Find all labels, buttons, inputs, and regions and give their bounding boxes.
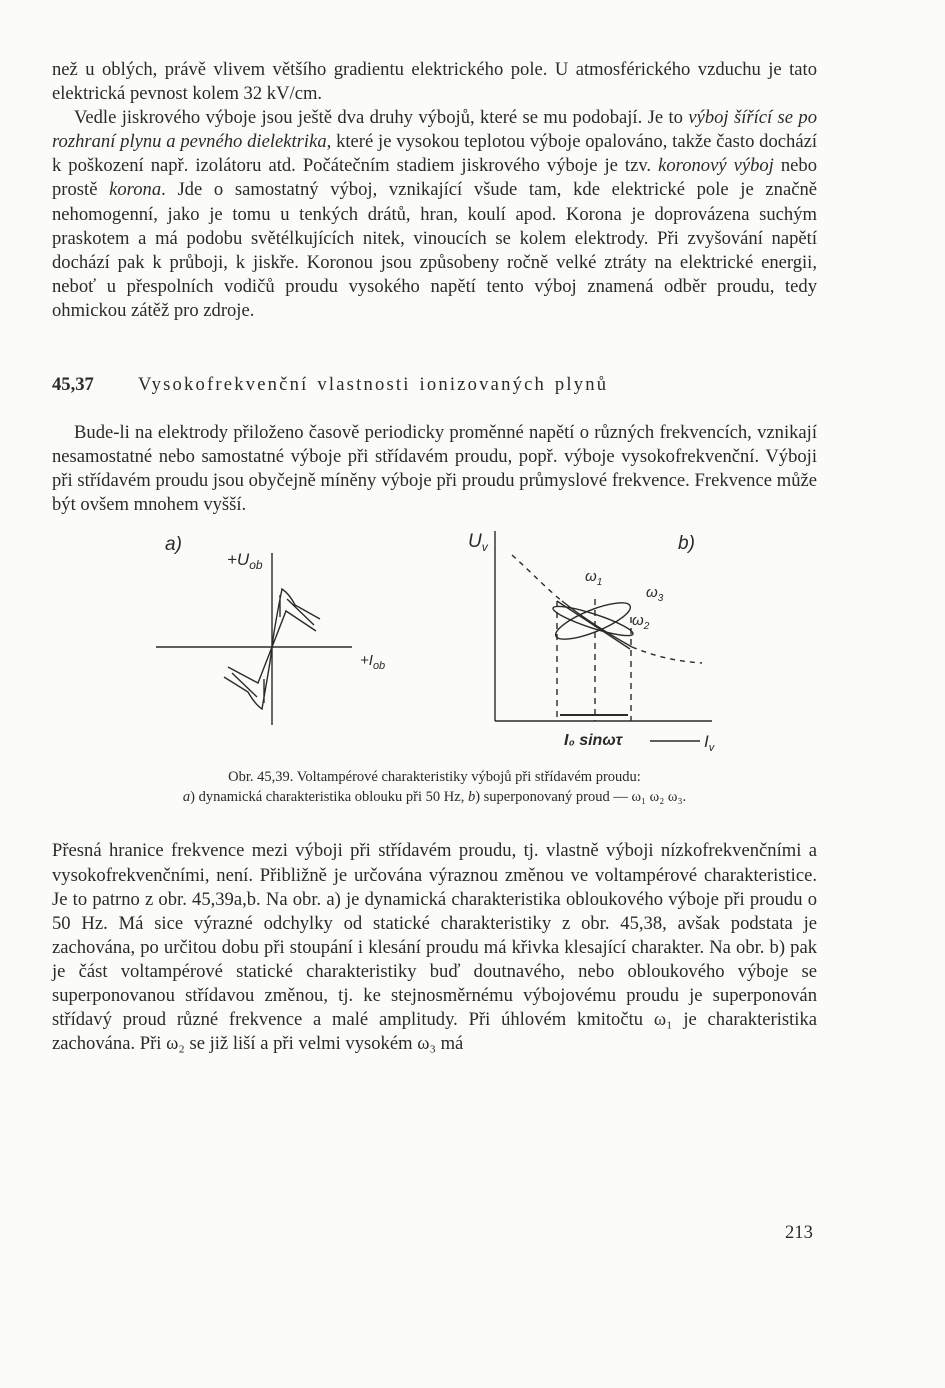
- section-title: Vysokofrekvenční vlastnosti ionizovaných plynů: [138, 374, 609, 396]
- figure-b-x-label: $I_v$: [704, 732, 715, 755]
- figure-a-label: a): [165, 534, 182, 556]
- text-run: , které je vysokou teplotou výboje opalováno, takže často dochází k poškození např. izolátoru atd. Počátečním stadiem jiskrového výboje je tzv.: [52, 131, 817, 177]
- figure-b-static-curve: [512, 555, 702, 663]
- paragraph-2: [52, 106, 817, 323]
- figure-b-xnote: I₀ sinωτ: [564, 732, 623, 750]
- caption-part: b: [467, 789, 476, 806]
- omega-3-label: $\omega_3$: [646, 584, 664, 605]
- figure-a-curve-upper: [272, 589, 320, 647]
- text-run: Vedle jiskrového výboje jsou ještě dva druhy výbojů, které se mu podobají. Je to: [74, 107, 689, 129]
- italic-term: korona: [109, 179, 162, 201]
- paragraph-1: než u oblých, právě vlivem většího gradientu elektrického pole. U atmosférického vzduchu je tato elektrická pevnost kolem 32 kV/cm.: [52, 59, 817, 105]
- section-heading: [52, 373, 817, 397]
- omega-2-label: $\omega_2$: [632, 612, 650, 633]
- text-run: . Jde o samostatný výboj, vznikající všude tam, kde elektrické pole je značně nehomogenní, jako je tomu u tenkých drátů, hran, koulí apod. Korona je doprovázena suchým praskotem a má podobu světélkujících nitek, vinoucích se kolem elektrody. Při zvyšování napětí dochází pak k průboji, k jiskře. Koronou jsou způsobeny ročně velké ztráty na elektrické energii, neboť u přespolních vodičů proudu vysokého napětí tento výboj znamená odběr proudu, tedy ohmickou zátěž pro zdroje.: [52, 179, 818, 321]
- figure-a-y-label: $+U_{ob}$: [227, 550, 263, 573]
- caption-part: ) superponovaný proud — ω₁ ω₂ ω₃.: [475, 789, 687, 806]
- figure-b-ellipse-w3: [551, 602, 635, 641]
- italic-term: výboj šířící se po rozhraní plynu a pevného dielektrika: [52, 107, 818, 153]
- text-run: nebo prostě: [52, 155, 818, 201]
- figure-a-x-label: $+I_{ob}$: [360, 652, 386, 673]
- caption-line-1: Obr. 45,39. Voltampérové charakteristiky výbojů při střídavém proudu:: [228, 769, 641, 786]
- figure-b-y-label: $U_v$: [468, 531, 488, 555]
- caption-line-2: [52, 787, 817, 807]
- omega-1-label: $\omega_1$: [585, 568, 603, 589]
- page-number: 213: [785, 1222, 813, 1243]
- paragraph-4: Přesná hranice frekvence mezi výboji při střídavém proudu, tj. vlastně výboji nízkofrekvenčními a vysokofrekvenčními, není. Přibližně je určována výraznou změnou ve voltampérové charakteristice. Je to patrno z obr. 45,39a,b. Na obr. a) je dynamická charakteristika obloukového výboje při proudu o 50 Hz. Má sice výrazné odchylky od statické charakteristiky z obr. 45,38, avšak podstata je zachována, po určitou dobu při stoupání i klesání proudu má křivka klesající charakter. Na obr. b) pak je část voltampérové statické charakteristiky buď doutnavého, nebo obloukového výboje se superponovanou střídavou změnou, tj. ke stejnosměrnému výbojovému proudu je superponován střídavý proud různé frekvence a malé amplitudy. Při úhlovém kmitočtu ω₁ je charakteristika zachována. Při ω₂ se již liší a při velmi vysokém ω₃ má: [52, 840, 817, 1055]
- italic-term: koronový výboj: [658, 155, 774, 177]
- figure-45-39: [52, 529, 817, 809]
- paragraph-3: Bude-li na elektrody přiloženo časově periodicky proměnné napětí o různých frekvencích, vznikají nesamostatné nebo samostatné výboje při střídavém proudu, popř. výboje vysokofrekvenční. Výboji při střídavém proudu jsou obyčejně míněny výboje při proudu průmyslové frekvence. Frekvence může být ovšem mnohem vyšší.: [52, 422, 817, 516]
- figure-b-line-w1: [557, 601, 630, 649]
- page-body: [52, 58, 817, 1056]
- section-number: 45,37: [52, 374, 94, 396]
- figure-b-label: b): [678, 533, 695, 555]
- caption-part: a: [182, 789, 191, 806]
- figure-caption: [52, 761, 817, 807]
- figure-a-curve-lower: [224, 647, 272, 709]
- caption-part: ) dynamická charakteristika oblouku při 50 Hz,: [190, 789, 468, 806]
